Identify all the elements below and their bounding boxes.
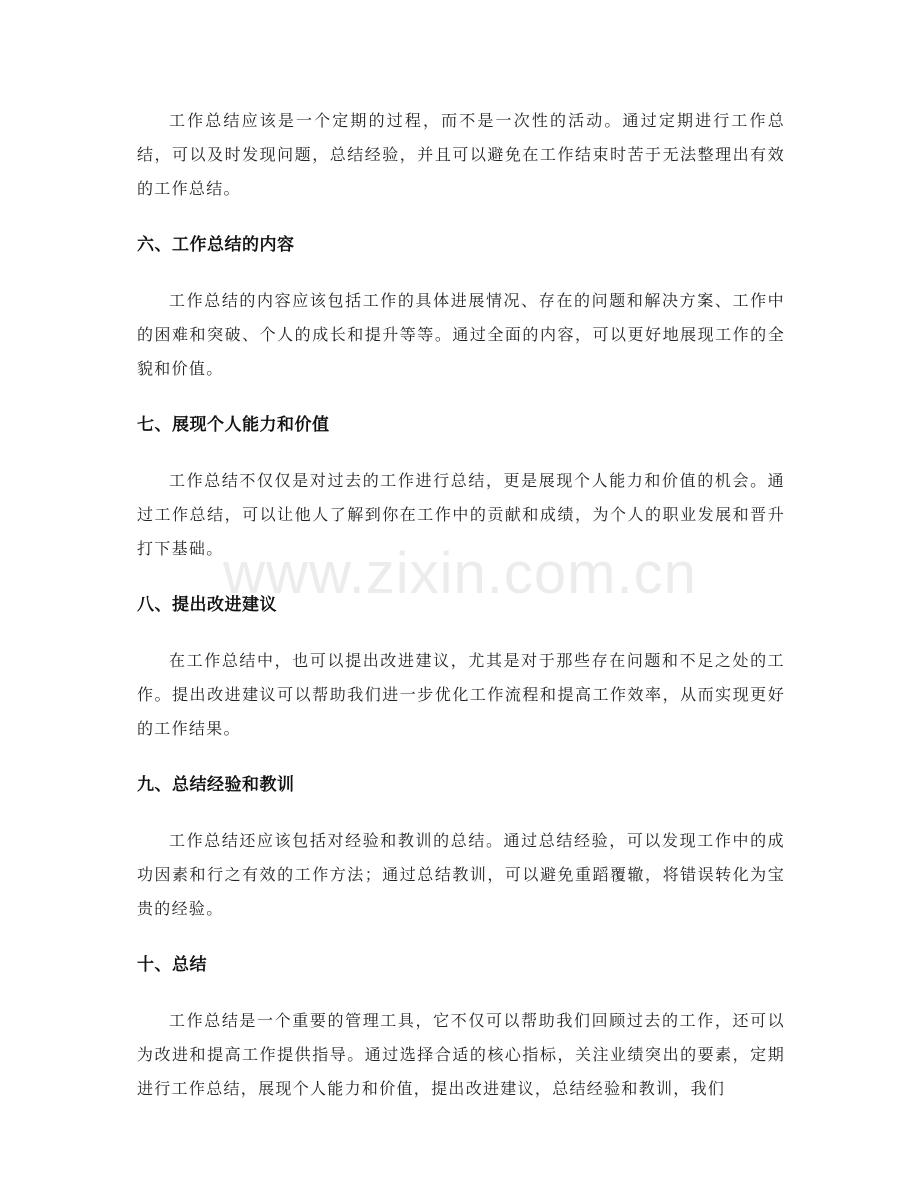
watermark: www.zixin.com.cn: [223, 541, 697, 606]
intro-paragraph: 工作总结应该是一个定期的过程，而不是一次性的活动。通过定期进行工作总结，可以及时发现问题，总结经验，并且可以避免在工作结束时苦于无法整理出有效的工作总结。: [137, 111, 785, 198]
section-heading-7: 七、展现个人能力和价值: [137, 415, 330, 435]
section-paragraph-7: 工作总结不仅仅是对过去的工作进行总结，更是展现个人能力和价值的机会。通过工作总结，可以让他人了解到你在工作中的贡献和成绩，为个人的职业发展和晋升打下基础。: [137, 471, 785, 558]
section-heading-9: 九、总结经验和教训: [137, 775, 295, 795]
section-heading-6: 六、工作总结的内容: [137, 235, 295, 255]
section-paragraph-10: 工作总结是一个重要的管理工具，它不仅可以帮助我们回顾过去的工作，还可以为改进和提高工作提供指导。通过选择合适的核心指标，关注业绩突出的要素，定期进行工作总结，展现个人能力和价值，提出改进建议，总结经验和教训，我们: [137, 1011, 785, 1098]
section-heading-10: 十、总结: [137, 955, 207, 975]
document-body: [137, 104, 785, 1106]
section-paragraph-6: 工作总结的内容应该包括工作的具体进展情况、存在的问题和解决方案、工作中的困难和突破、个人的成长和提升等等。通过全面的内容，可以更好地展现工作的全貌和价值。: [137, 291, 785, 378]
section-paragraph-8: 在工作总结中，也可以提出改进建议，尤其是对于那些存在问题和不足之处的工作。提出改进建议可以帮助我们进一步优化工作流程和提高工作效率，从而实现更好的工作结果。: [137, 651, 785, 738]
section-paragraph-9: 工作总结还应该包括对经验和教训的总结。通过总结经验，可以发现工作中的成功因素和行之有效的工作方法；通过总结教训，可以避免重蹈覆辙，将错误转化为宝贵的经验。: [137, 831, 785, 918]
section-heading-8: 八、提出改进建议: [137, 595, 277, 615]
